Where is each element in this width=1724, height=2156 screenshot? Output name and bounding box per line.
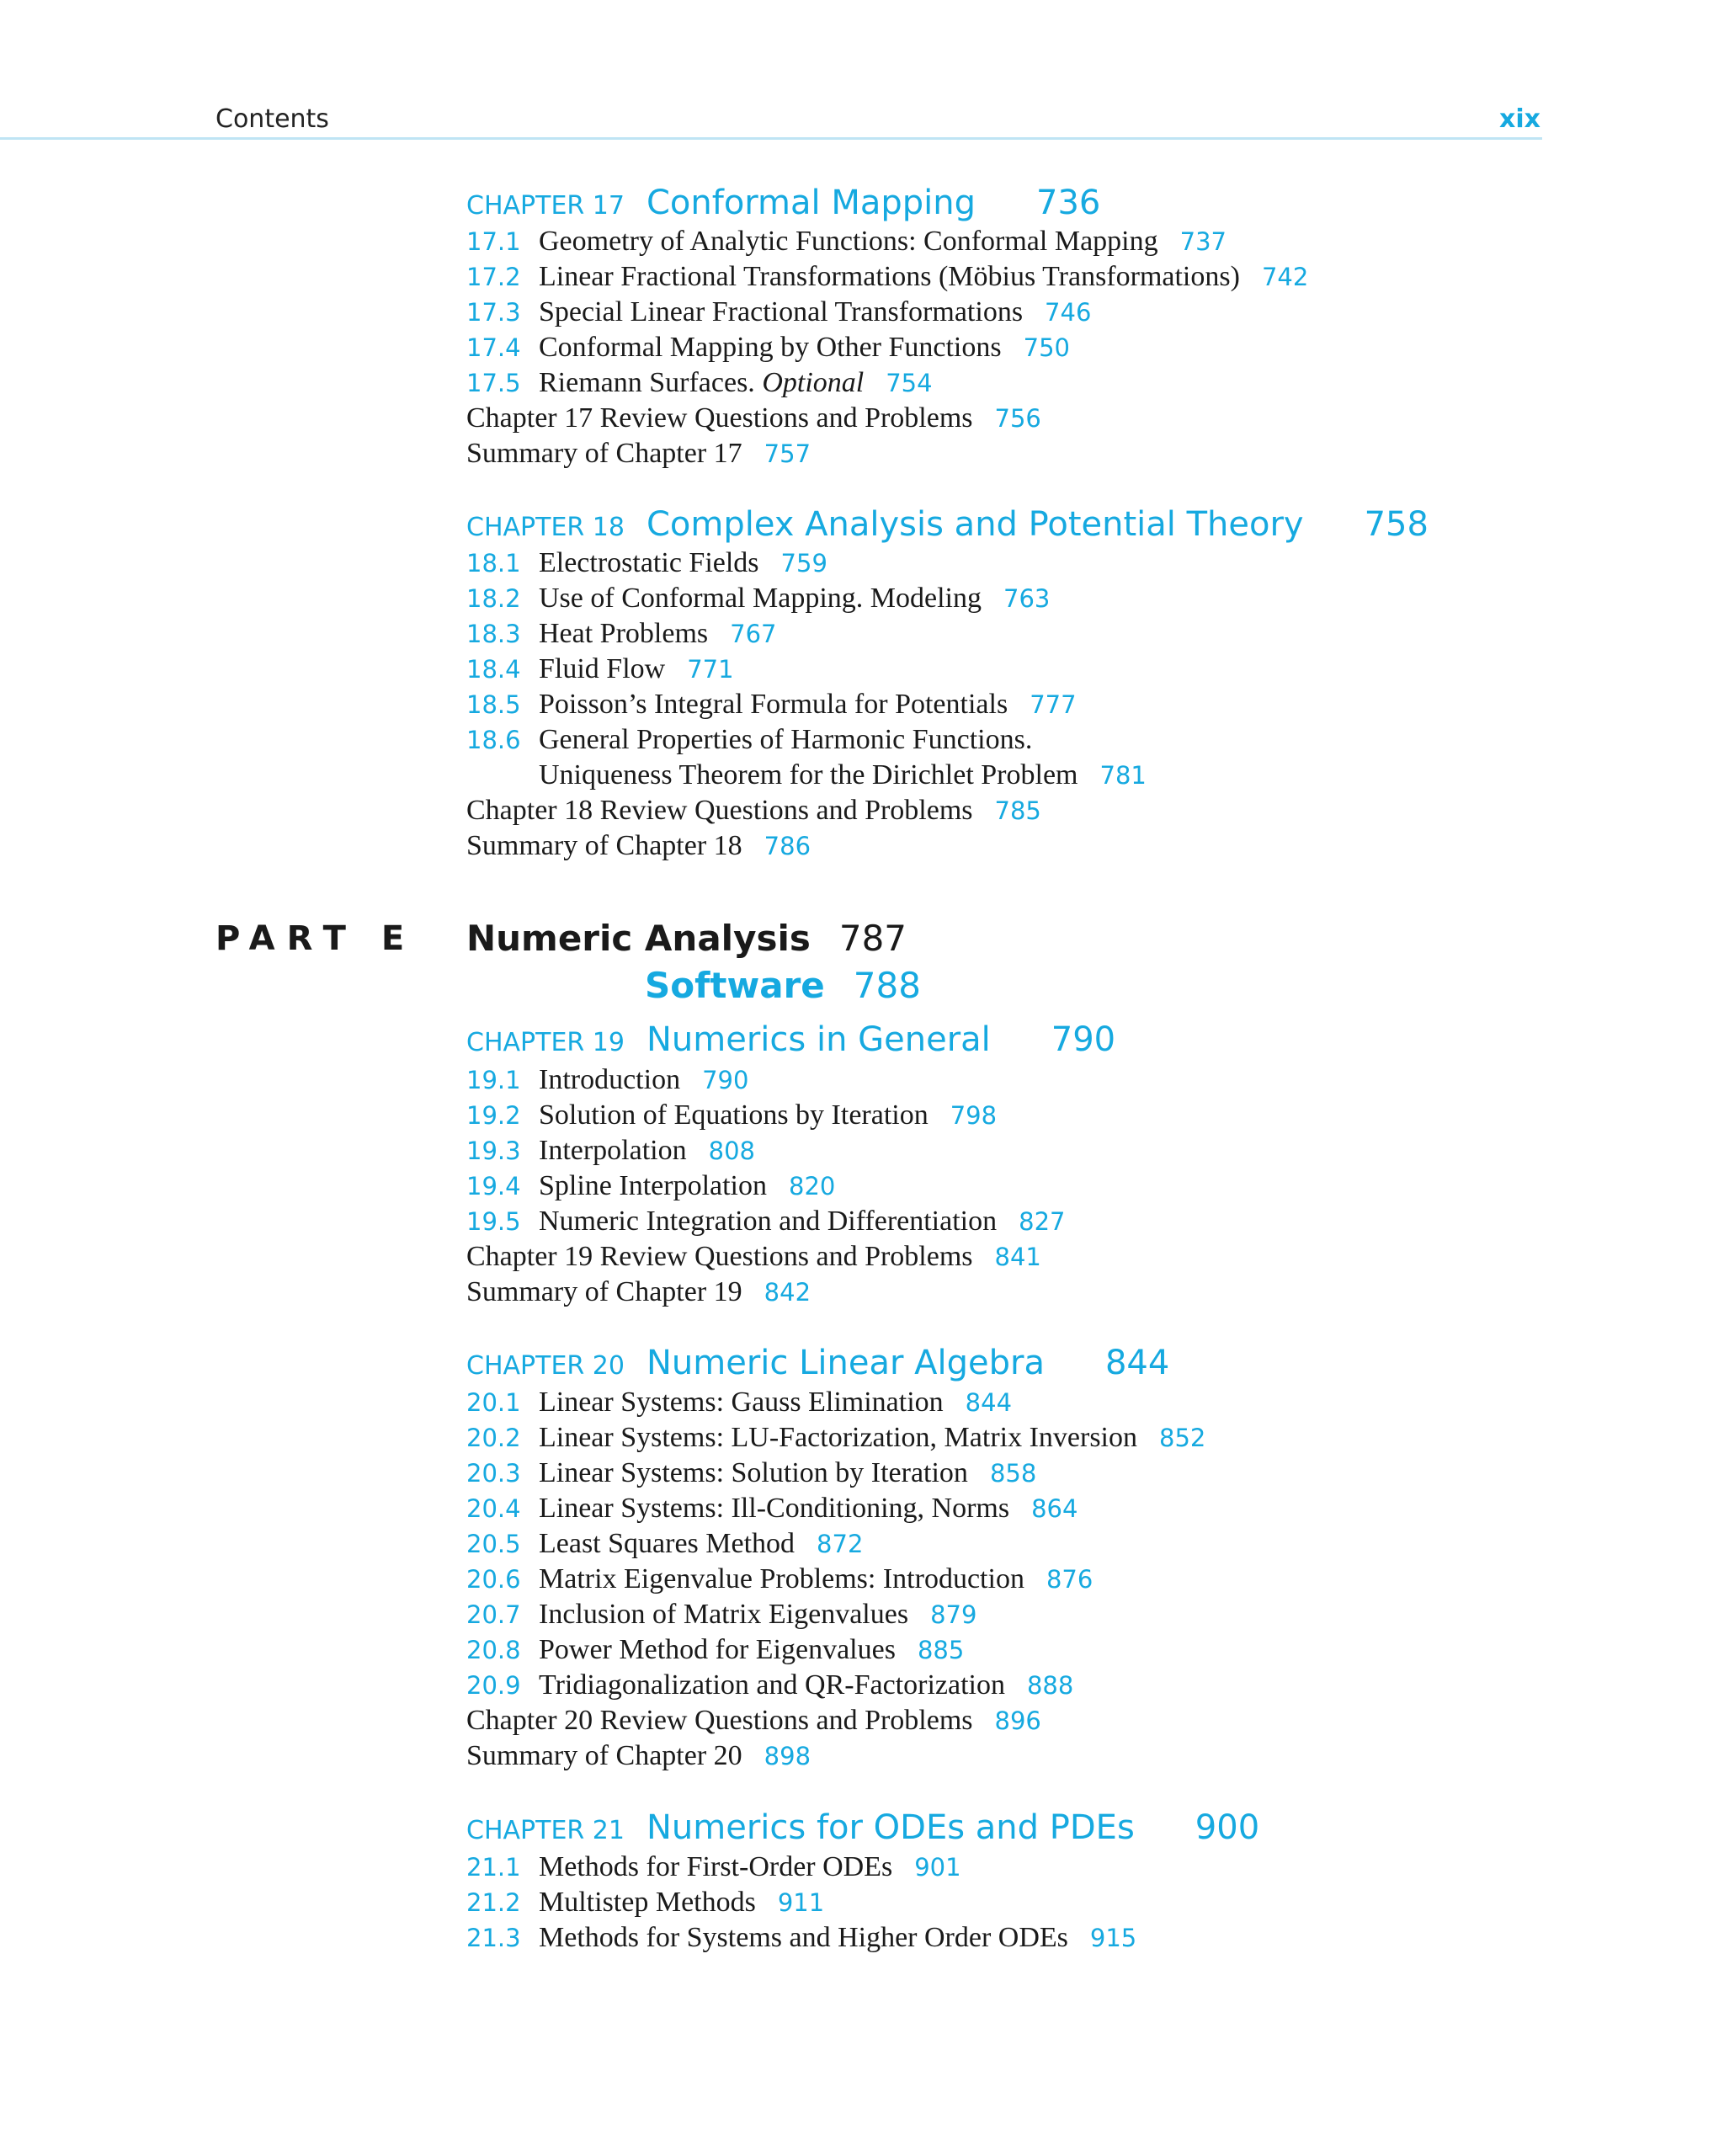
- toc-entry-20-1[interactable]: [466, 1385, 1012, 1420]
- toc-entry-18-6[interactable]: [466, 722, 1032, 758]
- software-page: 788: [853, 965, 921, 1006]
- page-number: xix: [1499, 104, 1540, 134]
- toc-entry-18-6-continued[interactable]: [539, 758, 1147, 793]
- section-title: Fluid Flow: [539, 653, 666, 684]
- toc-entry-20-3[interactable]: [466, 1456, 1036, 1491]
- toc-entry-17-2[interactable]: [466, 259, 1308, 295]
- toc-entry-18-2[interactable]: [466, 581, 1050, 616]
- part-title: Numeric Analysis: [466, 918, 811, 959]
- section-page: 911: [777, 1888, 825, 1917]
- section-number: 20.4: [466, 1494, 521, 1523]
- section-page: 827: [1019, 1207, 1066, 1236]
- section-number: 21.1: [466, 1853, 521, 1882]
- review-title: Chapter 20 Review Questions and Problems: [466, 1705, 973, 1736]
- section-title: Numeric Integration and Differentiation: [539, 1206, 998, 1237]
- toc-entry-20-5[interactable]: [466, 1526, 863, 1562]
- section-title: General Properties of Harmonic Functions.: [539, 724, 1033, 755]
- section-title: Linear Systems: Ill-Conditioning, Norms: [539, 1493, 1010, 1524]
- section-title: Linear Fractional Transformations (Möbius Transformations): [539, 261, 1240, 292]
- review-title: Chapter 19 Review Questions and Problems: [466, 1241, 973, 1272]
- section-page: 771: [687, 655, 734, 684]
- toc-entry-20-8[interactable]: [466, 1632, 964, 1668]
- section-number: 20.3: [466, 1459, 521, 1488]
- section-page: 852: [1159, 1424, 1206, 1452]
- section-title: Special Linear Fractional Transformations: [539, 296, 1024, 327]
- chapter-page: 736: [1036, 184, 1101, 222]
- chapter-20-heading[interactable]: [466, 1344, 1169, 1382]
- section-number: 18.3: [466, 620, 521, 648]
- section-page: 798: [950, 1101, 998, 1130]
- review-page: 756: [994, 404, 1041, 433]
- toc-entry-20-summary[interactable]: [466, 1738, 811, 1774]
- toc-entry-17-review[interactable]: [466, 401, 1041, 436]
- toc-entry-20-7[interactable]: [466, 1597, 976, 1632]
- part-e-heading[interactable]: [466, 918, 907, 959]
- section-number: 19.5: [466, 1207, 521, 1236]
- review-page: 841: [994, 1243, 1041, 1271]
- toc-entry-19-summary[interactable]: [466, 1275, 811, 1310]
- section-page: 754: [886, 369, 933, 397]
- toc-entry-17-3[interactable]: [466, 295, 1091, 330]
- chapter-title: Conformal Mapping: [646, 184, 976, 222]
- toc-entry-19-2[interactable]: [466, 1098, 997, 1133]
- section-page: 790: [702, 1066, 749, 1094]
- section-page: 767: [730, 620, 777, 648]
- review-page: 896: [994, 1706, 1041, 1735]
- toc-entry-21-2[interactable]: [466, 1885, 824, 1920]
- chapter-19-heading[interactable]: [466, 1020, 1115, 1059]
- toc-entry-20-4[interactable]: [466, 1491, 1078, 1526]
- section-page: 742: [1261, 263, 1309, 291]
- section-page: 763: [1003, 584, 1051, 613]
- section-number: 17.2: [466, 263, 521, 291]
- section-title: Use of Conformal Mapping. Modeling: [539, 583, 982, 614]
- toc-entry-20-9[interactable]: [466, 1668, 1073, 1703]
- section-number: 18.4: [466, 655, 521, 684]
- software-heading[interactable]: [645, 965, 921, 1006]
- chapter-page: 844: [1104, 1344, 1170, 1382]
- section-title: Interpolation: [539, 1135, 687, 1166]
- section-title: Matrix Eigenvalue Problems: Introduction: [539, 1563, 1024, 1594]
- section-title: Linear Systems: Solution by Iteration: [539, 1457, 968, 1488]
- summary-page: 786: [764, 832, 811, 860]
- toc-entry-20-2[interactable]: [466, 1420, 1205, 1456]
- section-number: 17.5: [466, 369, 521, 397]
- section-title: Conformal Mapping by Other Functions: [539, 332, 1002, 363]
- section-title: Power Method for Eigenvalues: [539, 1634, 896, 1665]
- section-page: 858: [989, 1459, 1037, 1488]
- section-page: 808: [708, 1137, 755, 1165]
- section-number: 18.6: [466, 726, 521, 754]
- section-page: 777: [1030, 690, 1077, 719]
- section-title: Electrostatic Fields: [539, 547, 759, 578]
- section-title: Tridiagonalization and QR-Factorization: [539, 1669, 1005, 1701]
- toc-entry-17-4[interactable]: [466, 330, 1070, 365]
- section-number: 20.2: [466, 1424, 521, 1452]
- chapter-17-heading[interactable]: [466, 184, 1100, 222]
- toc-entry-19-5[interactable]: [466, 1204, 1065, 1239]
- section-title: Solution of Equations by Iteration: [539, 1099, 929, 1131]
- section-title: Linear Systems: LU-Factorization, Matrix Inversion: [539, 1422, 1137, 1453]
- toc-entry-18-4[interactable]: [466, 652, 734, 687]
- section-number: 18.1: [466, 549, 521, 578]
- section-title: Inclusion of Matrix Eigenvalues: [539, 1599, 909, 1630]
- section-number: 18.2: [466, 584, 521, 613]
- toc-entry-17-1[interactable]: [466, 224, 1226, 259]
- section-page: 864: [1031, 1494, 1078, 1523]
- summary-title: Summary of Chapter 18: [466, 830, 742, 861]
- section-number: 17.4: [466, 333, 521, 362]
- chapter-18-heading[interactable]: [466, 505, 1429, 544]
- toc-entry-19-review[interactable]: [466, 1239, 1041, 1275]
- section-page: 885: [917, 1636, 965, 1664]
- toc-entry-18-3[interactable]: [466, 616, 777, 652]
- toc-entry-18-review[interactable]: [466, 793, 1041, 828]
- toc-entry-18-5[interactable]: [466, 687, 1077, 722]
- toc-entry-18-summary[interactable]: [466, 828, 811, 864]
- part-page: 787: [838, 918, 907, 959]
- section-title: Introduction: [539, 1064, 681, 1095]
- running-head: [216, 104, 1540, 138]
- section-number: 20.8: [466, 1636, 521, 1664]
- chapter-label: CHAPTER 21: [466, 1816, 625, 1845]
- chapter-label: CHAPTER 17: [466, 191, 625, 221]
- toc-entry-20-review[interactable]: [466, 1703, 1041, 1738]
- chapter-title: Complex Analysis and Potential Theory: [646, 505, 1304, 544]
- section-number: 19.1: [466, 1066, 521, 1094]
- section-page: 844: [965, 1388, 1013, 1417]
- toc-entry-19-4[interactable]: [466, 1168, 835, 1204]
- summary-title: Summary of Chapter 19: [466, 1276, 742, 1307]
- section-title: Multistep Methods: [539, 1887, 756, 1918]
- header-rule: [0, 137, 1542, 140]
- section-title: Least Squares Method: [539, 1528, 795, 1559]
- running-head-title: Contents: [216, 104, 329, 134]
- review-title: Chapter 18 Review Questions and Problems: [466, 795, 973, 826]
- software-title: Software: [645, 965, 825, 1006]
- summary-title: Summary of Chapter 20: [466, 1740, 742, 1771]
- section-page: 820: [789, 1172, 836, 1200]
- toc-entry-20-6[interactable]: [466, 1562, 1093, 1597]
- toc-entry-18-1[interactable]: [466, 546, 827, 581]
- section-number: 20.9: [466, 1671, 521, 1700]
- section-title: Geometry of Analytic Functions: Conformal Mapping: [539, 226, 1158, 257]
- review-title: Chapter 17 Review Questions and Problems: [466, 402, 973, 434]
- section-page: 737: [1179, 227, 1226, 256]
- part-label: PART E: [216, 919, 417, 958]
- section-page: 750: [1023, 333, 1070, 362]
- chapter-title: Numerics in General: [646, 1020, 991, 1059]
- chapter-page: 790: [1051, 1020, 1116, 1059]
- section-page: 746: [1045, 298, 1092, 327]
- section-page: 759: [780, 549, 827, 578]
- chapter-label: CHAPTER 18: [466, 513, 625, 542]
- summary-page: 757: [764, 439, 811, 468]
- section-number: 19.3: [466, 1137, 521, 1165]
- section-number: 20.6: [466, 1565, 521, 1594]
- section-title: Methods for First-Order ODEs: [539, 1851, 893, 1882]
- section-title: Methods for Systems and Higher Order ODEs: [539, 1922, 1068, 1953]
- toc-entry-21-1[interactable]: [466, 1850, 961, 1885]
- section-title: Linear Systems: Gauss Elimination: [539, 1387, 944, 1418]
- section-page: 915: [1089, 1924, 1137, 1952]
- section-number: 20.1: [466, 1388, 521, 1417]
- section-number: 17.1: [466, 227, 521, 256]
- section-page: 872: [817, 1530, 864, 1558]
- chapter-page: 900: [1195, 1808, 1260, 1847]
- section-number: 21.3: [466, 1924, 521, 1952]
- section-page: 888: [1026, 1671, 1074, 1700]
- chapter-label: CHAPTER 20: [466, 1351, 625, 1381]
- section-title-continued: Uniqueness Theorem for the Dirichlet Problem: [539, 759, 1078, 791]
- section-title: Riemann Surfaces.: [539, 367, 755, 398]
- section-title-optional: Optional: [762, 367, 865, 398]
- section-number: 17.3: [466, 298, 521, 327]
- summary-page: 842: [764, 1278, 811, 1307]
- toc-entry-21-3[interactable]: [466, 1920, 1136, 1956]
- summary-page: 898: [764, 1742, 811, 1770]
- section-page: 876: [1046, 1565, 1093, 1594]
- section-number: 21.2: [466, 1888, 521, 1917]
- section-number: 19.2: [466, 1101, 521, 1130]
- section-page: 901: [914, 1853, 961, 1882]
- chapter-21-heading[interactable]: [466, 1808, 1259, 1847]
- toc-entry-19-3[interactable]: [466, 1133, 755, 1168]
- chapter-title: Numeric Linear Algebra: [646, 1344, 1045, 1382]
- chapter-label: CHAPTER 19: [466, 1028, 625, 1057]
- toc-entry-19-1[interactable]: [466, 1062, 748, 1098]
- section-title: Spline Interpolation: [539, 1170, 768, 1201]
- section-page: 781: [1099, 761, 1147, 790]
- section-page: 879: [930, 1600, 977, 1629]
- section-number: 19.4: [466, 1172, 521, 1200]
- summary-title: Summary of Chapter 17: [466, 438, 742, 469]
- section-number: 20.5: [466, 1530, 521, 1558]
- section-title: Heat Problems: [539, 618, 709, 649]
- section-number: 20.7: [466, 1600, 521, 1629]
- toc-entry-17-5[interactable]: [466, 365, 933, 401]
- chapter-page: 758: [1364, 505, 1429, 544]
- section-title: Poisson’s Integral Formula for Potentials: [539, 689, 1008, 720]
- review-page: 785: [994, 796, 1041, 825]
- chapter-title: Numerics for ODEs and PDEs: [646, 1808, 1135, 1847]
- section-number: 18.5: [466, 690, 521, 719]
- toc-entry-17-summary[interactable]: [466, 436, 811, 471]
